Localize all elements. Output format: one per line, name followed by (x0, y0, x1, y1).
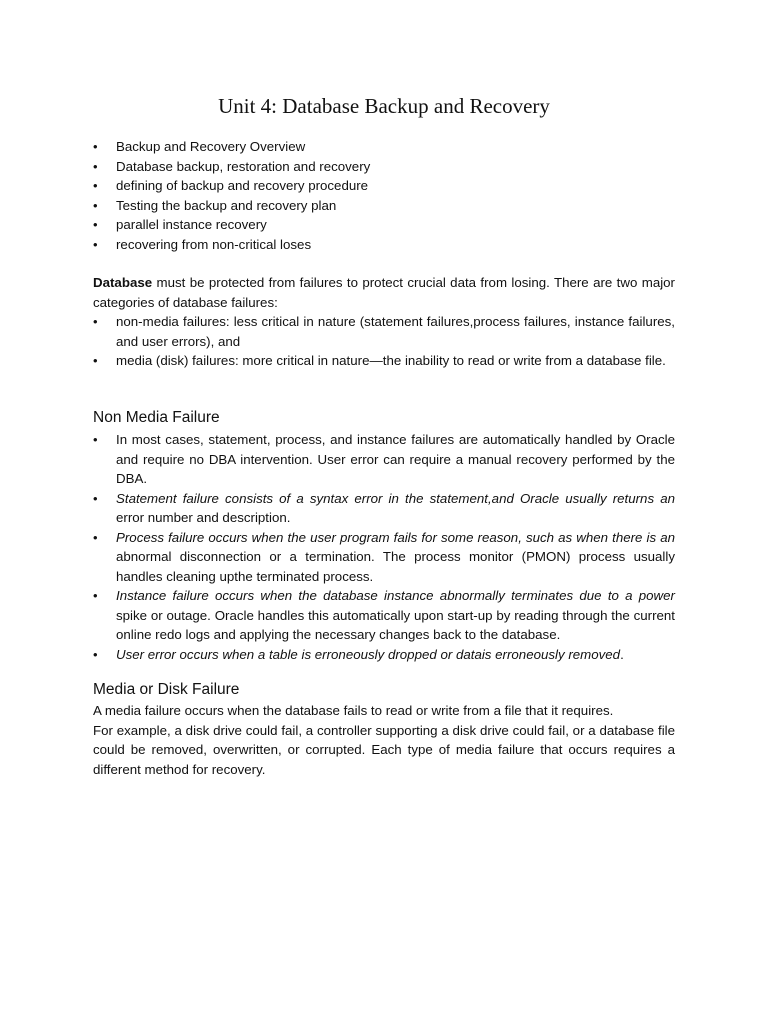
list-item: • non-media failures: less critical in nature (statement failures,process failures, instance failures, and user errors), and (93, 314, 675, 349)
list-item: • Backup and Recovery Overview (93, 137, 675, 157)
list-item: • Process failure occurs when the user program fails for some reason, such as when there is an abnormal disconnection or a termination. The process monitor (PMON) process usually handles cleaning upthe terminated process. (93, 529, 675, 584)
bullet-icon: • (93, 197, 98, 213)
bullet-icon: • (93, 432, 98, 447)
list-item: • User error occurs when a table is erroneously dropped or datais erroneously removed. (93, 645, 675, 665)
list-item: • parallel instance recovery (93, 215, 675, 235)
bullet-icon: • (93, 139, 98, 154)
bullet-icon: • (93, 588, 98, 603)
bullet-icon: • (93, 353, 98, 368)
list-item: • defining of backup and recovery procedure (93, 176, 675, 196)
media-section (93, 701, 675, 779)
list-item: • media (disk) failures: more critical in nature—the inability to read or write from a database file. (93, 351, 675, 371)
bullet-icon: • (93, 529, 98, 545)
bullet-icon: • (93, 314, 98, 329)
list-item: • Statement failure consists of a syntax error in the statement,and Oracle usually returns an error number and description. (93, 490, 675, 525)
list-item: • Database backup, restoration and recovery (93, 157, 675, 177)
bullet-icon: • (93, 178, 98, 193)
bullet-icon: • (93, 646, 98, 662)
page-title: Unit 4: Database Backup and Recovery (218, 94, 550, 118)
list-item: • Testing the backup and recovery plan (93, 196, 675, 216)
list-item: • Instance failure occurs when the database instance abnormally terminates due to a power spike or outage. Oracle handles this automatically upon start-up by reading through the current online redo logs and applying the necessary changes back to the database. (93, 588, 675, 642)
non-media-list (93, 430, 675, 664)
bullet-icon: • (93, 217, 98, 232)
failure-types-list (93, 312, 675, 371)
non-media-heading: Non Media Failure (93, 409, 220, 426)
list-item: • recovering from non-critical loses (93, 235, 675, 255)
media-heading: Media or Disk Failure (93, 681, 240, 698)
bullet-icon: • (93, 236, 98, 252)
database-term: Database (93, 275, 153, 290)
topics-list (93, 137, 675, 254)
intro-section (93, 273, 675, 371)
media-paragraph: For example, a disk drive could fail, a controller supporting a disk drive could fail, or a database file could be removed, overwritten, or corrupted. Each type of media failure that occurs requires a different method for recovery. (93, 722, 675, 777)
intro-paragraph: Database must be protected from failures to protect crucial data from losing. There are two major categories of database failures: (93, 275, 675, 310)
media-first-line: A media failure occurs when the database fails to read or write from a file that it requires. (93, 703, 614, 718)
list-item: • In most cases, statement, process, and instance failures are automatically handled by Oracle and require no DBA intervention. User error can require a manual recovery performed by the DBA. (93, 432, 675, 486)
bullet-icon: • (93, 490, 98, 506)
bullet-icon: • (93, 158, 98, 174)
